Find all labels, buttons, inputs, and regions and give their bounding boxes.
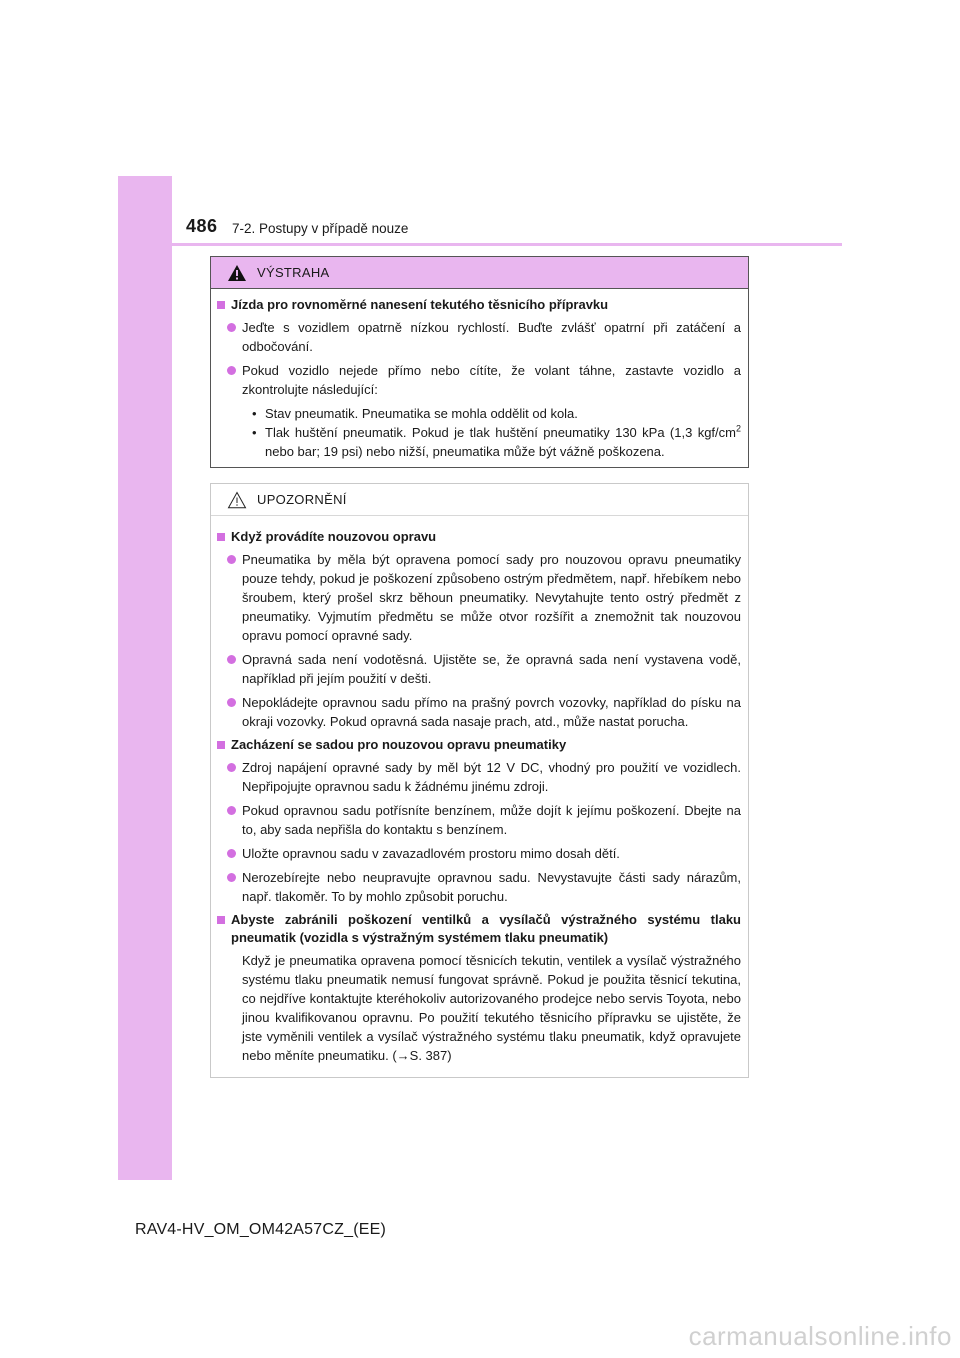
header-rule (172, 243, 842, 246)
round-bullet-icon (227, 698, 236, 707)
square-bullet-icon (217, 916, 225, 924)
caution-box-header (211, 484, 748, 516)
round-bullet-icon (227, 555, 236, 564)
bullet-item: Pokud vozidlo nejede přímo nebo cítíte, že volant táhne, zastavte vozidlo a zkontrolujte následující: (216, 361, 741, 399)
bullet-item: Jeďte s vozidlem opatrně nízkou rychlostí. Buďte zvlášť opatrní při zatáčení a odbočování. (216, 318, 741, 356)
round-bullet-icon (227, 323, 236, 332)
round-bullet-icon (227, 366, 236, 375)
round-bullet-icon (227, 849, 236, 858)
square-bullet-icon (217, 741, 225, 749)
caution-title: UPOZORNĚNÍ (257, 492, 347, 507)
round-bullet-icon (227, 655, 236, 664)
warning-triangle-icon (227, 264, 247, 282)
warning-box-header (211, 257, 748, 289)
section-heading: Zacházení se sadou pro nouzovou opravu pneumatiky (216, 736, 741, 754)
bullet-item: Pokud opravnou sadu potřísníte benzínem, může dojít k jejímu poškození. Dbejte na to, aby sada nepřišla do kontaktu s benzínem. (216, 801, 741, 839)
warning-box (210, 256, 749, 468)
square-bullet-icon (217, 301, 225, 309)
caution-triangle-icon (227, 491, 247, 509)
round-bullet-icon (227, 806, 236, 815)
caution-box-body (211, 516, 748, 1077)
square-bullet-icon (217, 533, 225, 541)
caution-box (210, 483, 749, 1078)
bullet-item: Pneumatika by měla být opravena pomocí sady pro nouzovou opravu pneumatiky pouze tehdy, pokud je poškození způsobeno ostrým předmětem, např. hřebíkem nebo šroubem, který prošel skrz běhoun pneumatiky. Nevytahujte tento ostrý předmět z pneumatiky. Vyjmutím předmětu se může otvor rozšířit a znemožnit tak nouzovou opravu pomocí opravné sady. (216, 550, 741, 645)
section-title: 7-2. Postupy v případě nouze (232, 221, 409, 236)
bullet-item: Uložte opravnou sadu v zavazadlovém prostoru mimo dosah dětí. (216, 844, 741, 863)
round-bullet-icon (227, 763, 236, 772)
bullet-item: Opravná sada není vodotěsná. Ujistěte se, že opravná sada není vystavena vodě, například při jejím použití v dešti. (216, 650, 741, 688)
watermark: carmanualsonline.info (688, 1321, 952, 1351)
warning-box-body (211, 289, 748, 467)
warning-title: VÝSTRAHA (257, 265, 330, 280)
section-heading: Když provádíte nouzovou opravu (216, 528, 741, 546)
footer-doc-code: RAV4-HV_OM_OM42A57CZ_(EE) (135, 1221, 386, 1238)
side-color-band (118, 176, 172, 1180)
section-heading: Abyste zabránili poškození ventilků a vysílačů výstražného systému tlaku pneumatik (vozidla s výstražným systémem tlaku pneumatik) (216, 911, 741, 947)
bullet-item: Nerozebírejte nebo neupravujte opravnou sadu. Nevystavujte části sady nárazům, např. tlakoměr. To by mohlo způsobit poruchu. (216, 868, 741, 906)
sub-item: • Stav pneumatik. Pneumatika se mohla oddělit od kola. (252, 406, 578, 421)
bullet-item: Zdroj napájení opravné sady by měl být 12 V DC, vhodný pro použití ve vozidlech. Nepřipojujte opravnou sadu k žádnému jinému zdroji. (216, 758, 741, 796)
page-number: 486 (186, 216, 218, 236)
bullet-item: Nepokládejte opravnou sadu přímo na prašný povrch vozovky, například do písku na okraji vozovky. Pokud opravná sada nasaje prach, atd., může nastat porucha. (216, 693, 741, 731)
section-heading: Jízda pro rovnoměrné nanesení tekutého těsnicího přípravku (216, 296, 741, 314)
paragraph: Když je pneumatika opravena pomocí těsnicích tekutin, ventilek a vysílač výstražného systému tlaku pneumatik nemusí fungovat správně. Pokud je použita těsnicí tekutina, co nejdříve kontaktujte kteréhokoliv autorizovaného prodejce nebo servis Toyota, nebo jinou kvalifikovanou opravnu. Po použití tekutého těsnicího přípravku se ujistěte, že jste vyměnili ventilek a vysílač výstražného systému tlaku pneumatik, když opravujete nebo měníte pneumatiku. (→S. 387) (242, 953, 741, 1063)
sub-item: • Tlak huštění pneumatik. Pokud je tlak huštění pneumatiky 130 kPa (1,3 kgf/$cm^2$ nebo bar; 19 psi) nebo nižší, pneumatika může být vážně poškozena. (252, 423, 741, 459)
round-bullet-icon (227, 873, 236, 882)
